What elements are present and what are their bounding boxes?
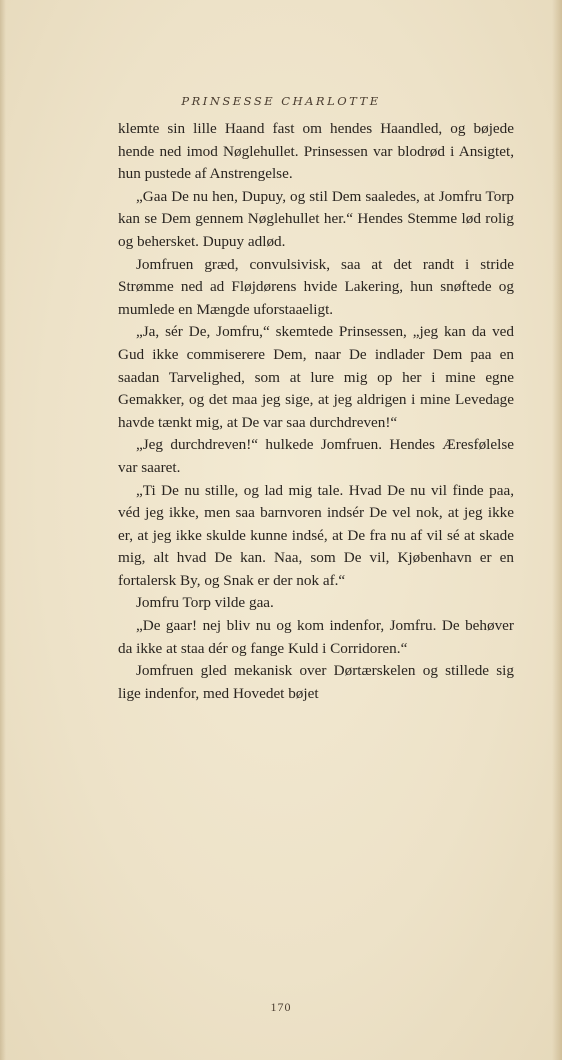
paragraph: „Jeg durchdreven!“ hulkede Jomfruen. Hendes Æresfølelse var saaret. — [118, 436, 514, 476]
paragraph: „Ja, sér De, Jomfru,“ skemtede Prinsessen, „jeg kan da ved Gud ikke commiserere Dem, naar De indlader Dem paa en saadan Tarvelighed, som at lure mig op her i mine egne Gemakker, og det maa jeg sige, at jeg aldrigen i mine Levedage havde tænkt mig, at De var saa durchdreven!“ — [118, 323, 514, 431]
paragraph: Jomfruen græd, convulsivisk, saa at det randt i stride Strømme ned ad Fløjdørens hvide Lakering, hun snøftede og mumlede en Mængde uforstaaeligt. — [118, 255, 514, 318]
paragraph: Jomfru Torp vilde gaa. — [136, 594, 274, 612]
body-text — [118, 118, 514, 705]
page-edge-left — [0, 0, 6, 1060]
paragraph: „Gaa De nu hen, Dupuy, og stil Dem saaledes, at Jomfru Torp kan se Dem gennem Nøglehullet her.“ Hendes Stemme lød rolig og behersket. Dupuy adlød. — [118, 187, 514, 250]
paragraph: Jomfruen gled mekanisk over Dørtærskelen og stillede sig lige indenfor, med Hovedet bøjet — [118, 662, 514, 702]
paragraph: klemte sin lille Haand fast om hendes Haandled, og bøjede hende ned imod Nøglehullet. Prinsessen var blodrød i Ansigtet, hun pustede af Anstrengelse. — [118, 120, 514, 183]
page-edge-right — [552, 0, 562, 1060]
paragraph: „Ti De nu stille, og lad mig tale. Hvad De nu vil finde paa, véd jeg ikke, men saa barnvoren indsér De vel nok, at jeg ikke er, at jeg ikke skulde kunne indsé, at De fra nu af vil sé at skade mig, alt hvad De kan. Naa, som De vil, Kjøbenhavn er en fortalersk By, og Snak er der nok af.“ — [118, 481, 514, 589]
paragraph: „De gaar! nej bliv nu og kom indenfor, Jomfru. De behøver da ikke at staa dér og fange Kuld i Corridoren.“ — [118, 617, 514, 657]
running-header: PRINSESSE CHARLOTTE — [181, 94, 381, 108]
page-number: 170 — [270, 1000, 292, 1014]
